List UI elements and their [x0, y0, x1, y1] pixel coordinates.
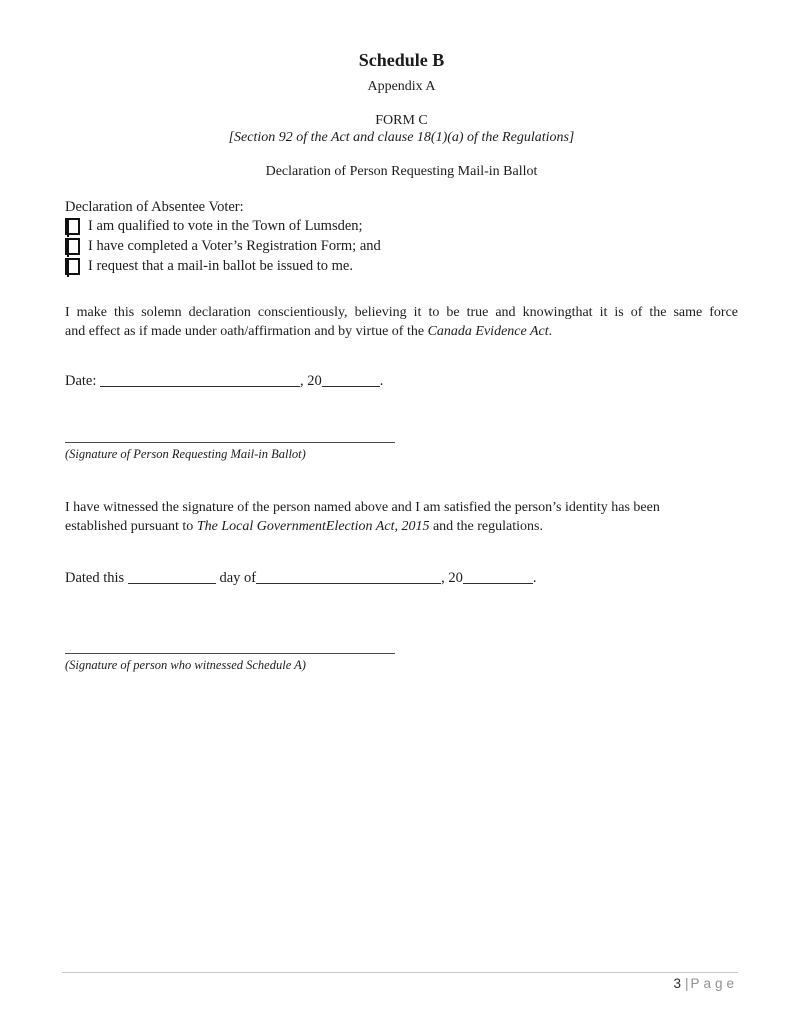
election-act-reference: The Local GovernmentElection Act, 2015 — [196, 519, 430, 534]
form-label: FORM C — [375, 113, 428, 128]
checkbox-label-request-ballot: I request that a mail-in ballot be issued to me. — [88, 257, 353, 274]
witness-line2-text: established pursuant to — [65, 519, 197, 534]
declaration-heading: Declaration of Absentee Voter: — [65, 199, 244, 215]
document-title: Declaration of Person Requesting Mail-in Ballot — [265, 164, 538, 179]
witness-line1: I have witnessed the signature of the person named above and I am satisfied the person’s identity has been — [65, 500, 660, 515]
checkbox-inner-square — [67, 239, 69, 257]
witness-line2-end: and the regulations. — [429, 519, 543, 534]
checkbox-row-registration — [65, 236, 738, 256]
solemn-declaration-line2 — [65, 322, 738, 341]
document-header — [65, 50, 738, 180]
solemn-declaration-paragraph — [65, 303, 738, 341]
date-period: . — [379, 373, 384, 389]
date-label: Date: — [65, 373, 97, 389]
statute-citation: [Section 92 of the Act and clause 18(1)(a) of the Regulations] — [228, 130, 575, 145]
date-year-prefix: , 20 — [300, 373, 322, 389]
witness-line2 — [65, 517, 738, 536]
checkbox-registration[interactable] — [65, 238, 80, 255]
witness-signature-caption: (Signature of person who witnessed Schedule A) — [65, 658, 306, 672]
checkbox-qualified[interactable] — [65, 218, 80, 235]
page-number: 3 — [673, 976, 682, 991]
date-blank-field[interactable] — [100, 386, 300, 387]
solemn-line2-period: . — [548, 324, 553, 339]
requester-signature-line[interactable] — [65, 391, 395, 443]
witness-signature-line[interactable] — [65, 588, 395, 654]
witness-paragraph — [65, 498, 738, 536]
document-content — [0, 50, 800, 673]
dated-this-line — [65, 569, 738, 588]
dated-year-prefix: , 20 — [441, 570, 463, 586]
dated-year-blank-field[interactable] — [463, 583, 533, 584]
solemn-line2-text: and effect as if made under oath/affirmation and by virtue of the — [65, 324, 428, 339]
dated-day-blank-field[interactable] — [128, 583, 216, 584]
dated-period: . — [532, 570, 537, 586]
requester-signature-caption: (Signature of Person Requesting Mail-in Ballot) — [65, 447, 306, 461]
footer-separator: | — [684, 976, 689, 991]
date-year-blank-field[interactable] — [322, 386, 380, 387]
checkbox-label-registration: I have completed a Voter’s Registration Form; and — [88, 237, 381, 254]
dated-this-label: Dated this — [65, 570, 125, 586]
footer-page-label: Page — [690, 976, 738, 991]
day-of-label: day of — [219, 570, 257, 586]
checkbox-inner-square — [67, 219, 69, 237]
checkbox-label-qualified: I am qualified to vote in the Town of Lumsden; — [88, 217, 363, 234]
canada-evidence-act-reference: Canada Evidence Act — [427, 324, 549, 339]
appendix-label: Appendix A — [367, 79, 436, 94]
checkbox-inner-square — [67, 259, 69, 277]
schedule-title: Schedule B — [358, 50, 445, 70]
solemn-declaration-line1: I make this solemn declaration conscientiously, believing it to be true and knowingthat it is of the same force — [65, 305, 738, 320]
page-footer — [62, 972, 738, 991]
checkbox-row-request-ballot — [65, 256, 738, 276]
dated-month-blank-field[interactable] — [256, 583, 441, 584]
checkbox-request-ballot[interactable] — [65, 258, 80, 275]
checkbox-row-qualified — [65, 216, 738, 236]
date-line — [65, 372, 738, 391]
